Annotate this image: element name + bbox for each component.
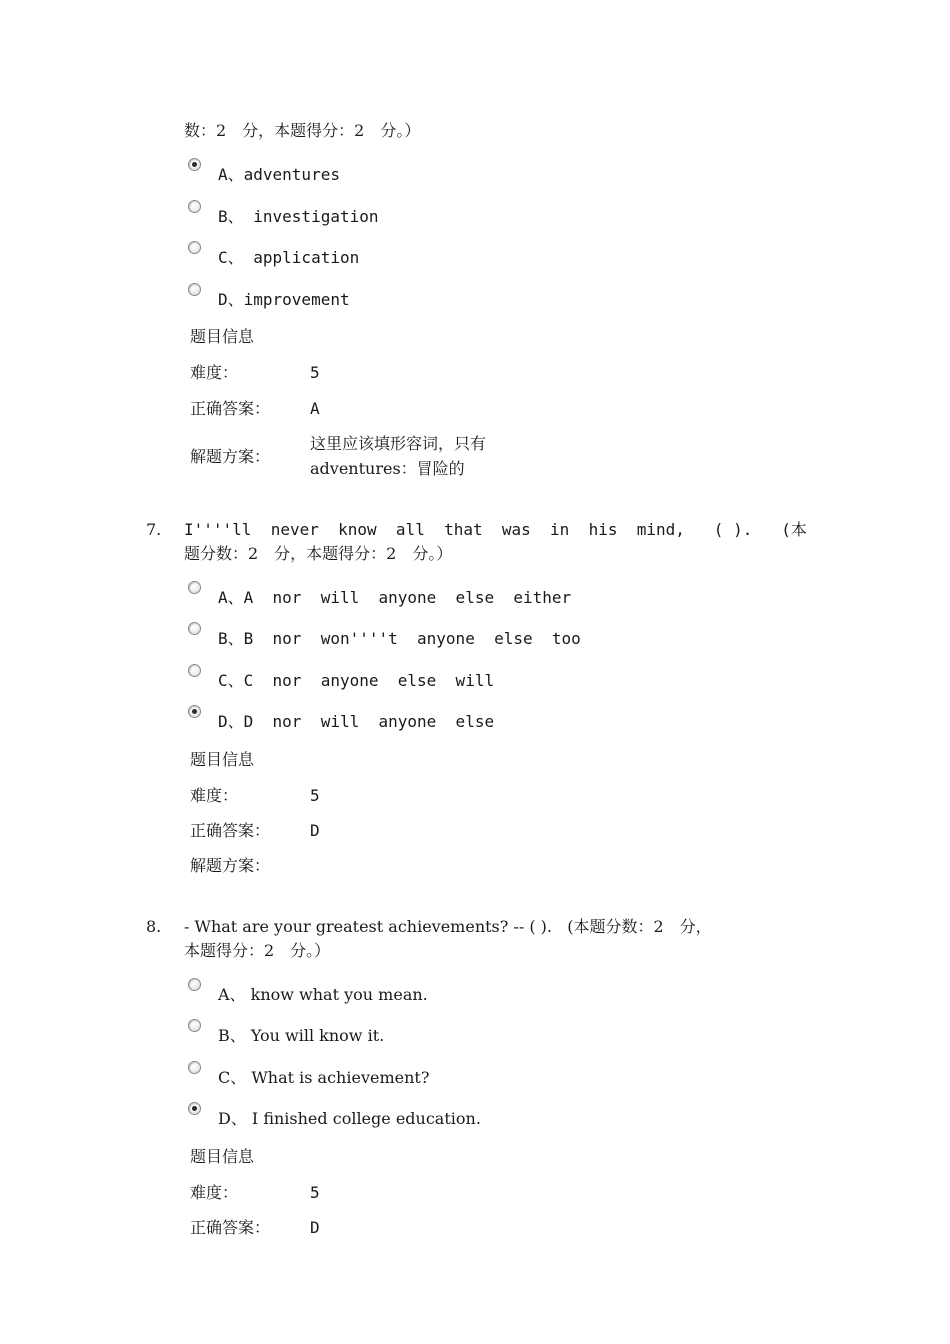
q8-difficulty-label: 难度： bbox=[190, 1183, 239, 1202]
q6-solution-line2: adventures：冒险的 bbox=[310, 459, 465, 478]
q8-answer-value: D bbox=[310, 1218, 320, 1237]
q8-option-a-label: A、 know what you mean. bbox=[218, 985, 428, 1004]
q7-option-a-label: A、A nor will anyone else either bbox=[218, 588, 572, 607]
q7-option-b-label: B、B nor won''''t anyone else too bbox=[218, 629, 581, 648]
q6-answer-value: A bbox=[310, 399, 320, 418]
q7-option-d-label: D、D nor will anyone else bbox=[218, 712, 495, 731]
q7-answer-value: D bbox=[310, 821, 320, 840]
q6-info-title: 题目信息 bbox=[190, 327, 255, 346]
q8-option-d-radio[interactable] bbox=[188, 1102, 201, 1115]
q8-option-c-label: C、 What is achievement? bbox=[218, 1068, 430, 1087]
q6-option-a-radio[interactable] bbox=[188, 158, 201, 171]
q7-difficulty-label: 难度： bbox=[190, 786, 239, 805]
q6-option-c-radio[interactable] bbox=[188, 241, 201, 254]
q8-option-c-radio[interactable] bbox=[188, 1061, 201, 1074]
q8-difficulty-value: 5 bbox=[310, 1183, 320, 1202]
q6-difficulty-label: 难度： bbox=[190, 363, 239, 382]
q6-option-d-radio[interactable] bbox=[188, 283, 201, 296]
q8-answer-label: 正确答案： bbox=[190, 1218, 271, 1237]
q6-difficulty-value: 5 bbox=[310, 363, 320, 382]
q7-option-d-radio[interactable] bbox=[188, 705, 201, 718]
q8-option-b-radio[interactable] bbox=[188, 1019, 201, 1032]
q7-difficulty-value: 5 bbox=[310, 786, 320, 805]
q7-stem-line1: I''''ll never know all that was in his mind, ( ). (本 bbox=[184, 520, 807, 539]
q8-stem-line2: 本题得分：2 分。） bbox=[184, 941, 331, 960]
q8-info-title: 题目信息 bbox=[190, 1147, 255, 1166]
q7-option-a-radio[interactable] bbox=[188, 581, 201, 594]
q7-number: 7. bbox=[146, 520, 162, 539]
q7-option-c-radio[interactable] bbox=[188, 664, 201, 677]
q6-solution-line1: 这里应该填形容词，只有 bbox=[310, 434, 487, 453]
q6-option-a-label: A、adventures bbox=[218, 165, 340, 184]
q8-option-d-label: D、 I finished college education. bbox=[218, 1109, 481, 1128]
q7-answer-label: 正确答案： bbox=[190, 821, 271, 840]
q7-option-b-radio[interactable] bbox=[188, 622, 201, 635]
q6-answer-label: 正确答案： bbox=[190, 399, 271, 418]
q8-option-a-radio[interactable] bbox=[188, 978, 201, 991]
q6-stem-tail: 数：2 分，本题得分：2 分。） bbox=[184, 121, 421, 140]
q6-solution-label: 解题方案： bbox=[190, 447, 271, 466]
q6-option-b-radio[interactable] bbox=[188, 200, 201, 213]
q7-option-c-label: C、C nor anyone else will bbox=[218, 671, 495, 690]
q6-option-c-label: C、 application bbox=[218, 248, 360, 267]
q7-stem-line2: 题分数：2 分，本题得分：2 分。） bbox=[184, 544, 453, 563]
q7-info-title: 题目信息 bbox=[190, 750, 255, 769]
q8-option-b-label: B、 You will know it. bbox=[218, 1026, 385, 1045]
q8-number: 8. bbox=[146, 917, 162, 936]
q8-stem-line1: - What are your greatest achievements? -- ( ). (本题分数：2 分， bbox=[184, 917, 712, 936]
q7-solution-label: 解题方案： bbox=[190, 856, 271, 875]
q6-option-b-label: B、 investigation bbox=[218, 207, 379, 226]
q6-option-d-label: D、improvement bbox=[218, 290, 350, 309]
